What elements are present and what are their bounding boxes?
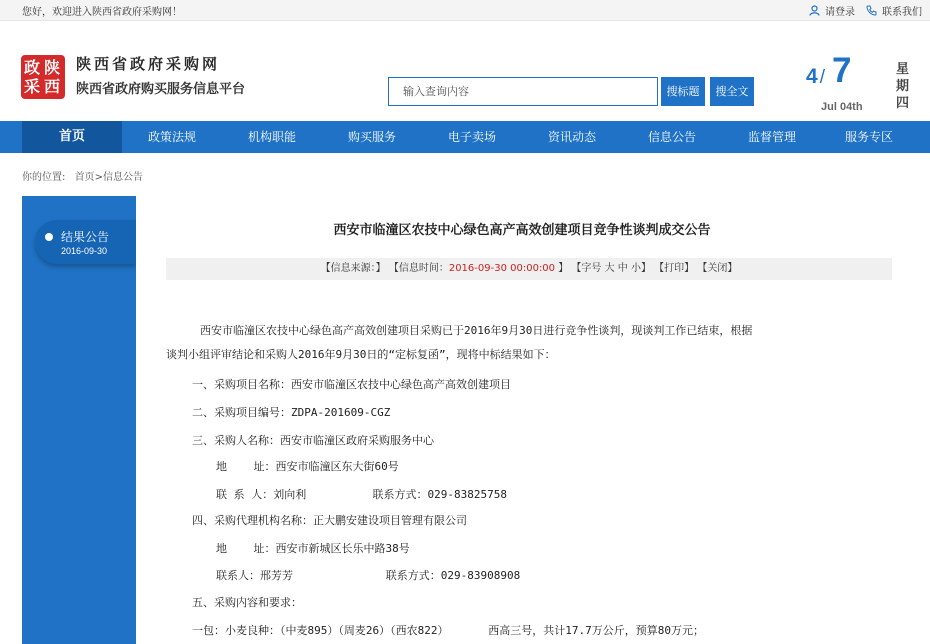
- sidebar-item-title: 结果公告: [61, 230, 110, 244]
- body-line: 一包：小麦良种：（中麦895）（周麦26）（西农822） 西高三号，共计17.7万公斤，预算80万元；: [192, 624, 704, 637]
- meta-source: 【信息来源：】: [320, 263, 386, 274]
- date-english: Jul 04th: [821, 101, 863, 113]
- breadcrumb-separator: >: [94, 172, 103, 183]
- body-line: 谈判小组评审结论和采购人2016年9月30日的“定标复函”，现将中标结果如下：: [166, 348, 556, 361]
- print-link[interactable]: 【打印】: [654, 263, 695, 274]
- nav-home[interactable]: 首页: [22, 121, 122, 153]
- close-link[interactable]: 【关闭】: [697, 263, 738, 274]
- logo-char-1: 政: [24, 58, 41, 77]
- top-bar: [0, 0, 930, 21]
- user-icon: [809, 5, 820, 16]
- logo-char-2: 陕: [44, 58, 61, 77]
- contact-link[interactable]: [866, 3, 922, 18]
- date-weekday: 星期四: [896, 62, 910, 111]
- nav-e-mall[interactable]: 电子卖场: [447, 130, 496, 144]
- site-title: 陕西省政府采购网: [76, 55, 221, 73]
- sidebar-item-result-announcement[interactable]: [35, 220, 136, 264]
- nav-policy[interactable]: 政策法规: [147, 130, 196, 144]
- body-line: 西安市临潼区农技中心绿色高产高效创建项目采购已于2016年9月30日进行竞争性谈判，现谈判工作已结束，根据: [200, 324, 753, 337]
- breadcrumb-current[interactable]: 信息公告: [102, 172, 143, 183]
- nav-supervision[interactable]: 监督管理: [747, 130, 796, 144]
- body-line: 联系人：邢芳芳 联系方式：029-83908908: [216, 569, 521, 582]
- body-line: 三、采购人名称：西安市临潼区政府采购服务中心: [192, 434, 434, 447]
- nav-service-zone[interactable]: 服务专区: [844, 130, 893, 144]
- article-title: 西安市临潼区农技中心绿色高产高效创建项目竞争性谈判成交公告: [333, 223, 711, 238]
- site-header: [0, 21, 930, 121]
- date-day: 7: [832, 51, 852, 90]
- search-input[interactable]: 输入查询内容: [388, 77, 658, 106]
- login-label: 请登录: [825, 7, 855, 18]
- date-month: 4 /: [806, 65, 825, 88]
- logo-char-4: 西: [44, 77, 61, 96]
- bullet-icon: [45, 233, 53, 241]
- meta-time-value: 2016-09-30 00:00:00: [448, 263, 556, 274]
- breadcrumb-prefix: 你的位置:: [22, 172, 66, 183]
- body-line: 地 址：西安市临潼区东大街60号: [216, 460, 399, 473]
- logo-char-3: 采: [24, 77, 41, 96]
- body-line: 四、采购代理机构名称：正大鹏安建设项目管理有限公司: [192, 514, 467, 527]
- body-line: 联 系 人：刘向利 联系方式：029-83825758: [216, 488, 507, 501]
- nav-news[interactable]: 资讯动态: [547, 130, 596, 144]
- meta-time-label: 【信息时间：: [388, 263, 449, 274]
- font-size-control[interactable]: 【字号 大 中 小】: [571, 263, 651, 274]
- search-title-button[interactable]: 搜标题: [661, 77, 705, 106]
- login-link[interactable]: [809, 3, 855, 18]
- main-nav: [0, 121, 930, 153]
- search-fulltext-button[interactable]: 搜全文: [710, 77, 754, 106]
- nav-purchase-services[interactable]: 购买服务: [347, 130, 396, 144]
- contact-label: 联系我们: [882, 7, 922, 18]
- article-panel: [136, 196, 908, 644]
- welcome-text: 您好，欢迎进入陕西省政府采购网！: [22, 7, 182, 18]
- body-line: 一、采购项目名称：西安市临潼区农技中心绿色高产高效创建项目: [192, 378, 511, 391]
- nav-institutions[interactable]: 机构职能: [247, 130, 296, 144]
- phone-icon: [866, 5, 877, 16]
- breadcrumb: [22, 168, 143, 183]
- article-meta-bar: [166, 258, 892, 280]
- meta-time-end: 】: [558, 263, 569, 274]
- nav-announcements[interactable]: 信息公告: [647, 130, 696, 144]
- breadcrumb-home[interactable]: 首页: [74, 172, 95, 183]
- sidebar: [22, 196, 136, 644]
- body-line: 五、采购内容和要求：: [192, 596, 302, 609]
- sidebar-item-date: 2016-09-30: [61, 246, 108, 256]
- body-line: 地 址：西安市新城区长乐中路38号: [216, 542, 410, 555]
- site-subtitle: 陕西省政府购买服务信息平台: [76, 82, 246, 97]
- body-line: 二、采购项目编号：ZDPA-201609-CGZ: [192, 406, 391, 419]
- site-logo[interactable]: [21, 55, 65, 99]
